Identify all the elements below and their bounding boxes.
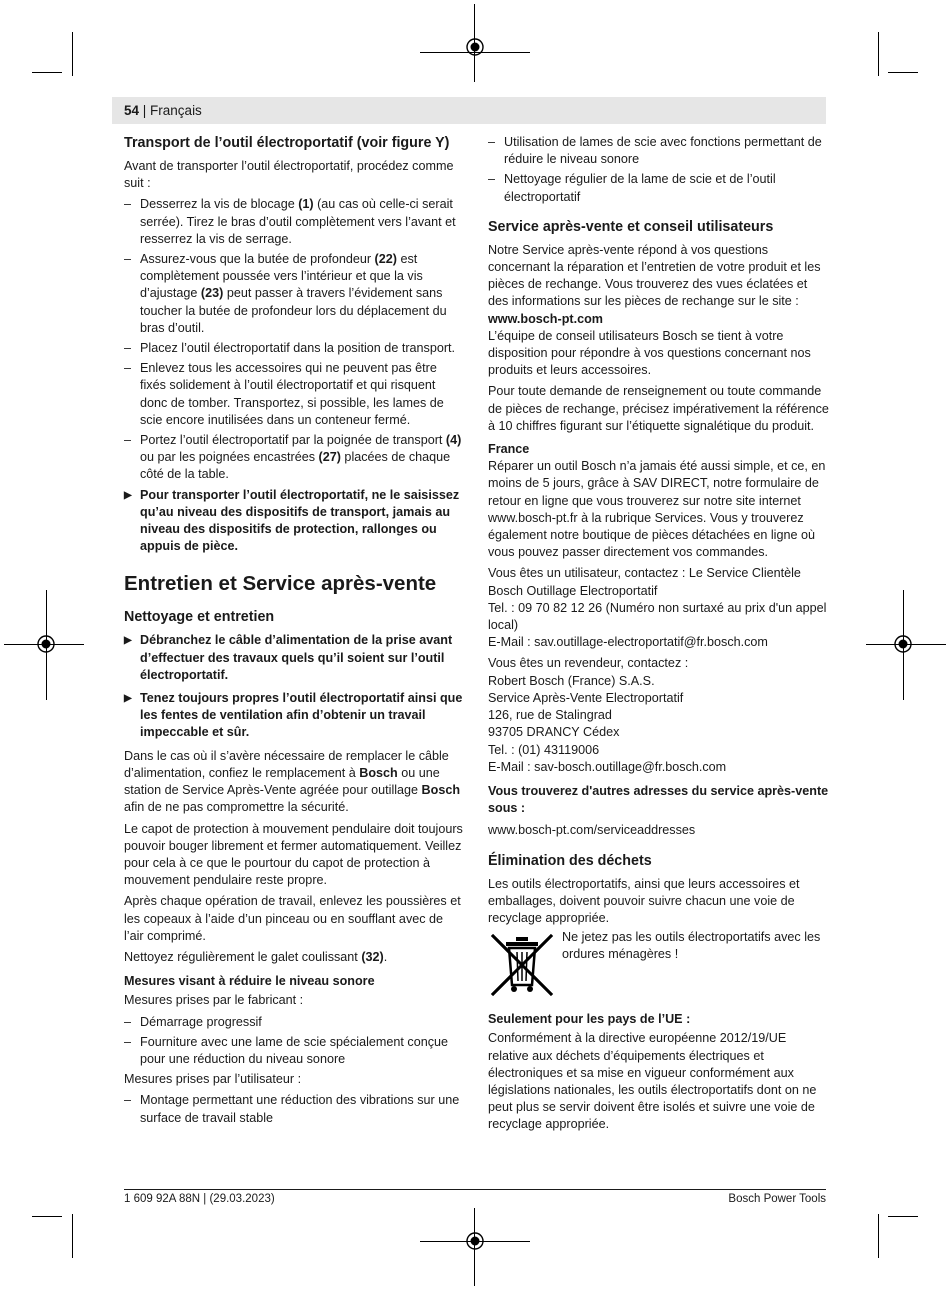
transport-heading: Transport de l’outil électroportatif (voir figure Y)	[124, 135, 450, 151]
right-column	[488, 134, 830, 1134]
page-number: 54	[124, 103, 140, 118]
footer-rule	[124, 1189, 826, 1190]
paragraph: L’équipe de conseil utilisateurs Bosch se tient à votre disposition pour répondre à vos questions concernant nos produits et leurs accessoires.	[488, 328, 811, 378]
paragraph: Mesures prises par le fabricant :	[124, 993, 304, 1008]
paragraph: Pour toute demande de renseignement ou toute commande de pièces de rechange, précisez impérativement la référence à 10 chiffres figurant sur l’étiquette signalétique du produit.	[488, 384, 829, 433]
safety-warning: ▶ Pour transporter l’outil électroportatif, ne le saisissez qu’au niveau des dispositifs de transport, jamais au niveau des dispositifs de protection, rallonges ou appuis de pièce.	[124, 487, 466, 556]
crop-mark	[32, 1216, 62, 1217]
paragraph: Réparer un outil Bosch n’a jamais été aussi simple, et ce, en moins de 5 jours, grâce à SAV DIRECT, notre formulaire de retour en ligne que vous trouverez sur notre site internet www.bosch-pt.fr à la rubrique Services. Vous y trouverez également notre boutique de pièces détachées en ligne où vous pouvez passer directement vos commandes.	[488, 459, 826, 560]
other-addresses-heading: Vous trouverez d'autres adresses du service après-vente sous :	[488, 783, 829, 816]
list-item: – Enlevez tous les accessoires qui ne peuvent pas être fixés solidement à l’outil électroportatif et qui risquent donc de tomber. Transportez, si possible, les lames de scie encore inutilisées dans un conteneur fermé.	[124, 360, 466, 429]
subsection-heading: Seulement pour les pays de l’UE :	[488, 1012, 691, 1027]
address-line: 93705 DRANCY Cédex	[488, 725, 620, 740]
crop-mark	[878, 1214, 879, 1258]
subsection-heading: Nettoyage et entretien	[124, 609, 275, 626]
contact-line: Bosch Outillage Electroportatif	[488, 583, 658, 598]
crop-mark	[888, 72, 918, 73]
crop-mark	[72, 32, 73, 76]
list-item: – Montage permettant une réduction des vibrations sur une surface de travail stable	[124, 1092, 466, 1126]
section-heading: Service après-vente et conseil utilisateurs	[488, 218, 774, 235]
list-item: – Fourniture avec une lame de scie spécialement conçue pour une réduction du niveau sonore	[124, 1034, 466, 1068]
weee-block	[488, 929, 830, 1003]
crop-mark	[32, 72, 62, 73]
registration-mark-icon	[34, 632, 58, 656]
address-line: Robert Bosch (France) S.A.S.	[488, 673, 655, 688]
paragraph: Le capot de protection à mouvement pendulaire doit toujours pouvoir bouger librement et fermer automatiquement. Veillez pour cela à ce que le pourtour du capot de protection à mouvement pendulaire reste propre.	[124, 821, 463, 888]
sav-url-link[interactable]: www.bosch-pt.com	[488, 311, 603, 326]
paragraph: Notre Service après-vente répond à vos questions concernant la réparation et l’entretien de votre produit et les pièces de rechange. Vous trouverez des vues éclatées et des informations sur les pièces de rechange sur le site :	[488, 242, 821, 309]
contact-line: Vous êtes un revendeur, contactez :	[488, 656, 689, 671]
paragraph: Nettoyez régulièrement le galet coulissant (32).	[124, 949, 388, 964]
contact-line: Vous êtes un utilisateur, contactez : Le Service Clientèle	[488, 566, 801, 581]
left-column	[124, 134, 466, 1130]
weee-text: Ne jetez pas les outils électroportatifs avec les ordures ménagères !	[562, 930, 821, 962]
list-item: – Utilisation de lames de scie avec fonctions permettant de réduire le niveau sonore	[488, 134, 830, 168]
paragraph: Les outils électroportatifs, ainsi que leurs accessoires et emballages, doivent pouvoir suivre chacun une voie de recyclage appropriée.	[488, 876, 800, 925]
list-item: – Nettoyage régulier de la lame de scie et de l’outil électroportatif	[488, 171, 830, 205]
crop-mark	[72, 1214, 73, 1258]
list-item: – Assurez-vous que la butée de profondeur (22) est complètement poussée vers l’intérieur et que la vis d’ajustage (23) peut passer à travers l’évidement sans toucher la butée de profondeur lors du déplacement du bras d’outil.	[124, 251, 466, 337]
crop-mark	[878, 32, 879, 76]
header-separator: |	[139, 103, 151, 118]
address-line: 126, rue de Stalingrad	[488, 708, 612, 723]
list-item: – Portez l’outil électroportatif par la poignée de transport (4) ou par les poignées encastrées (27) placées de chaque côté de la table.	[124, 432, 466, 484]
contact-phone: Tel. : (01) 43119006	[488, 742, 600, 757]
contact-phone: Tel. : 09 70 82 12 26 (Numéro non surtaxé au prix d'un appel local)	[488, 600, 827, 633]
safety-warning: ▶ Débranchez le câble d’alimentation de la prise avant d’effectuer des travaux quels qu’il soient sur l’outil électroportatif.	[124, 632, 466, 684]
service-addresses-link[interactable]: www.bosch-pt.com/serviceaddresses	[488, 823, 696, 838]
crossed-bin-icon	[488, 931, 556, 999]
paragraph: Dans le cas où il s’avère nécessaire de remplacer le câble d’alimentation, confiez le remplacement à Bosch ou une station de Service Après-Vente agréée pour outillage Bosch afin de ne pas compromettre la sécurité.	[124, 748, 461, 815]
transport-intro: Avant de transporter l’outil électroportatif, procédez comme suit :	[124, 159, 454, 191]
contact-email: E-Mail : sav.outillage-electroportatif@fr.bosch.com	[488, 635, 768, 650]
registration-mark-icon	[463, 1229, 487, 1253]
paragraph: Après chaque opération de travail, enlevez les poussières et les copeaux à l’aide d’un pinceau ou en soufflant avec de l’air comprimé.	[124, 894, 461, 943]
footer-docref: 1 609 92A 88N | (29.03.2023)	[124, 1193, 275, 1205]
section-heading: Élimination des déchets	[488, 852, 652, 869]
list-item: – Placez l’outil électroportatif dans la position de transport.	[124, 340, 466, 357]
section-heading: Entretien et Service après-vente	[124, 572, 437, 596]
registration-mark-icon	[463, 35, 487, 59]
footer-brand: Bosch Power Tools	[728, 1193, 826, 1205]
header-language: Français	[150, 103, 202, 118]
registration-mark-icon	[891, 632, 915, 656]
contact-email: E-Mail : sav-bosch.outillage@fr.bosch.com	[488, 759, 727, 774]
page-header	[112, 97, 826, 124]
list-item: – Démarrage progressif	[124, 1014, 466, 1031]
safety-warning: ▶ Tenez toujours propres l’outil électroportatif ainsi que les fentes de ventilation afin d’obtenir un travail impeccable et sûr.	[124, 690, 466, 742]
subsection-heading: Mesures visant à réduire le niveau sonore	[124, 974, 375, 989]
address-line: Service Après-Vente Electroportatif	[488, 690, 684, 705]
country-heading: France	[488, 442, 530, 457]
paragraph: Mesures prises par l’utilisateur :	[124, 1072, 302, 1087]
crop-mark	[888, 1216, 918, 1217]
paragraph: Conformément à la directive européenne 2012/19/UE relative aux déchets d’équipements électriques et électroniques et sa mise en vigueur conformément aux législations nationales, les outils électroportatifs dont on ne peut plus se servir doivent être isolés et suivre une voie de recyclage appropriée.	[488, 1031, 817, 1132]
list-item: – Desserrez la vis de blocage (1) (au cas où celle-ci serait serrée). Tirez le bras d’outil complètement vers l’avant et resserrez la vis de serrage.	[124, 196, 466, 248]
